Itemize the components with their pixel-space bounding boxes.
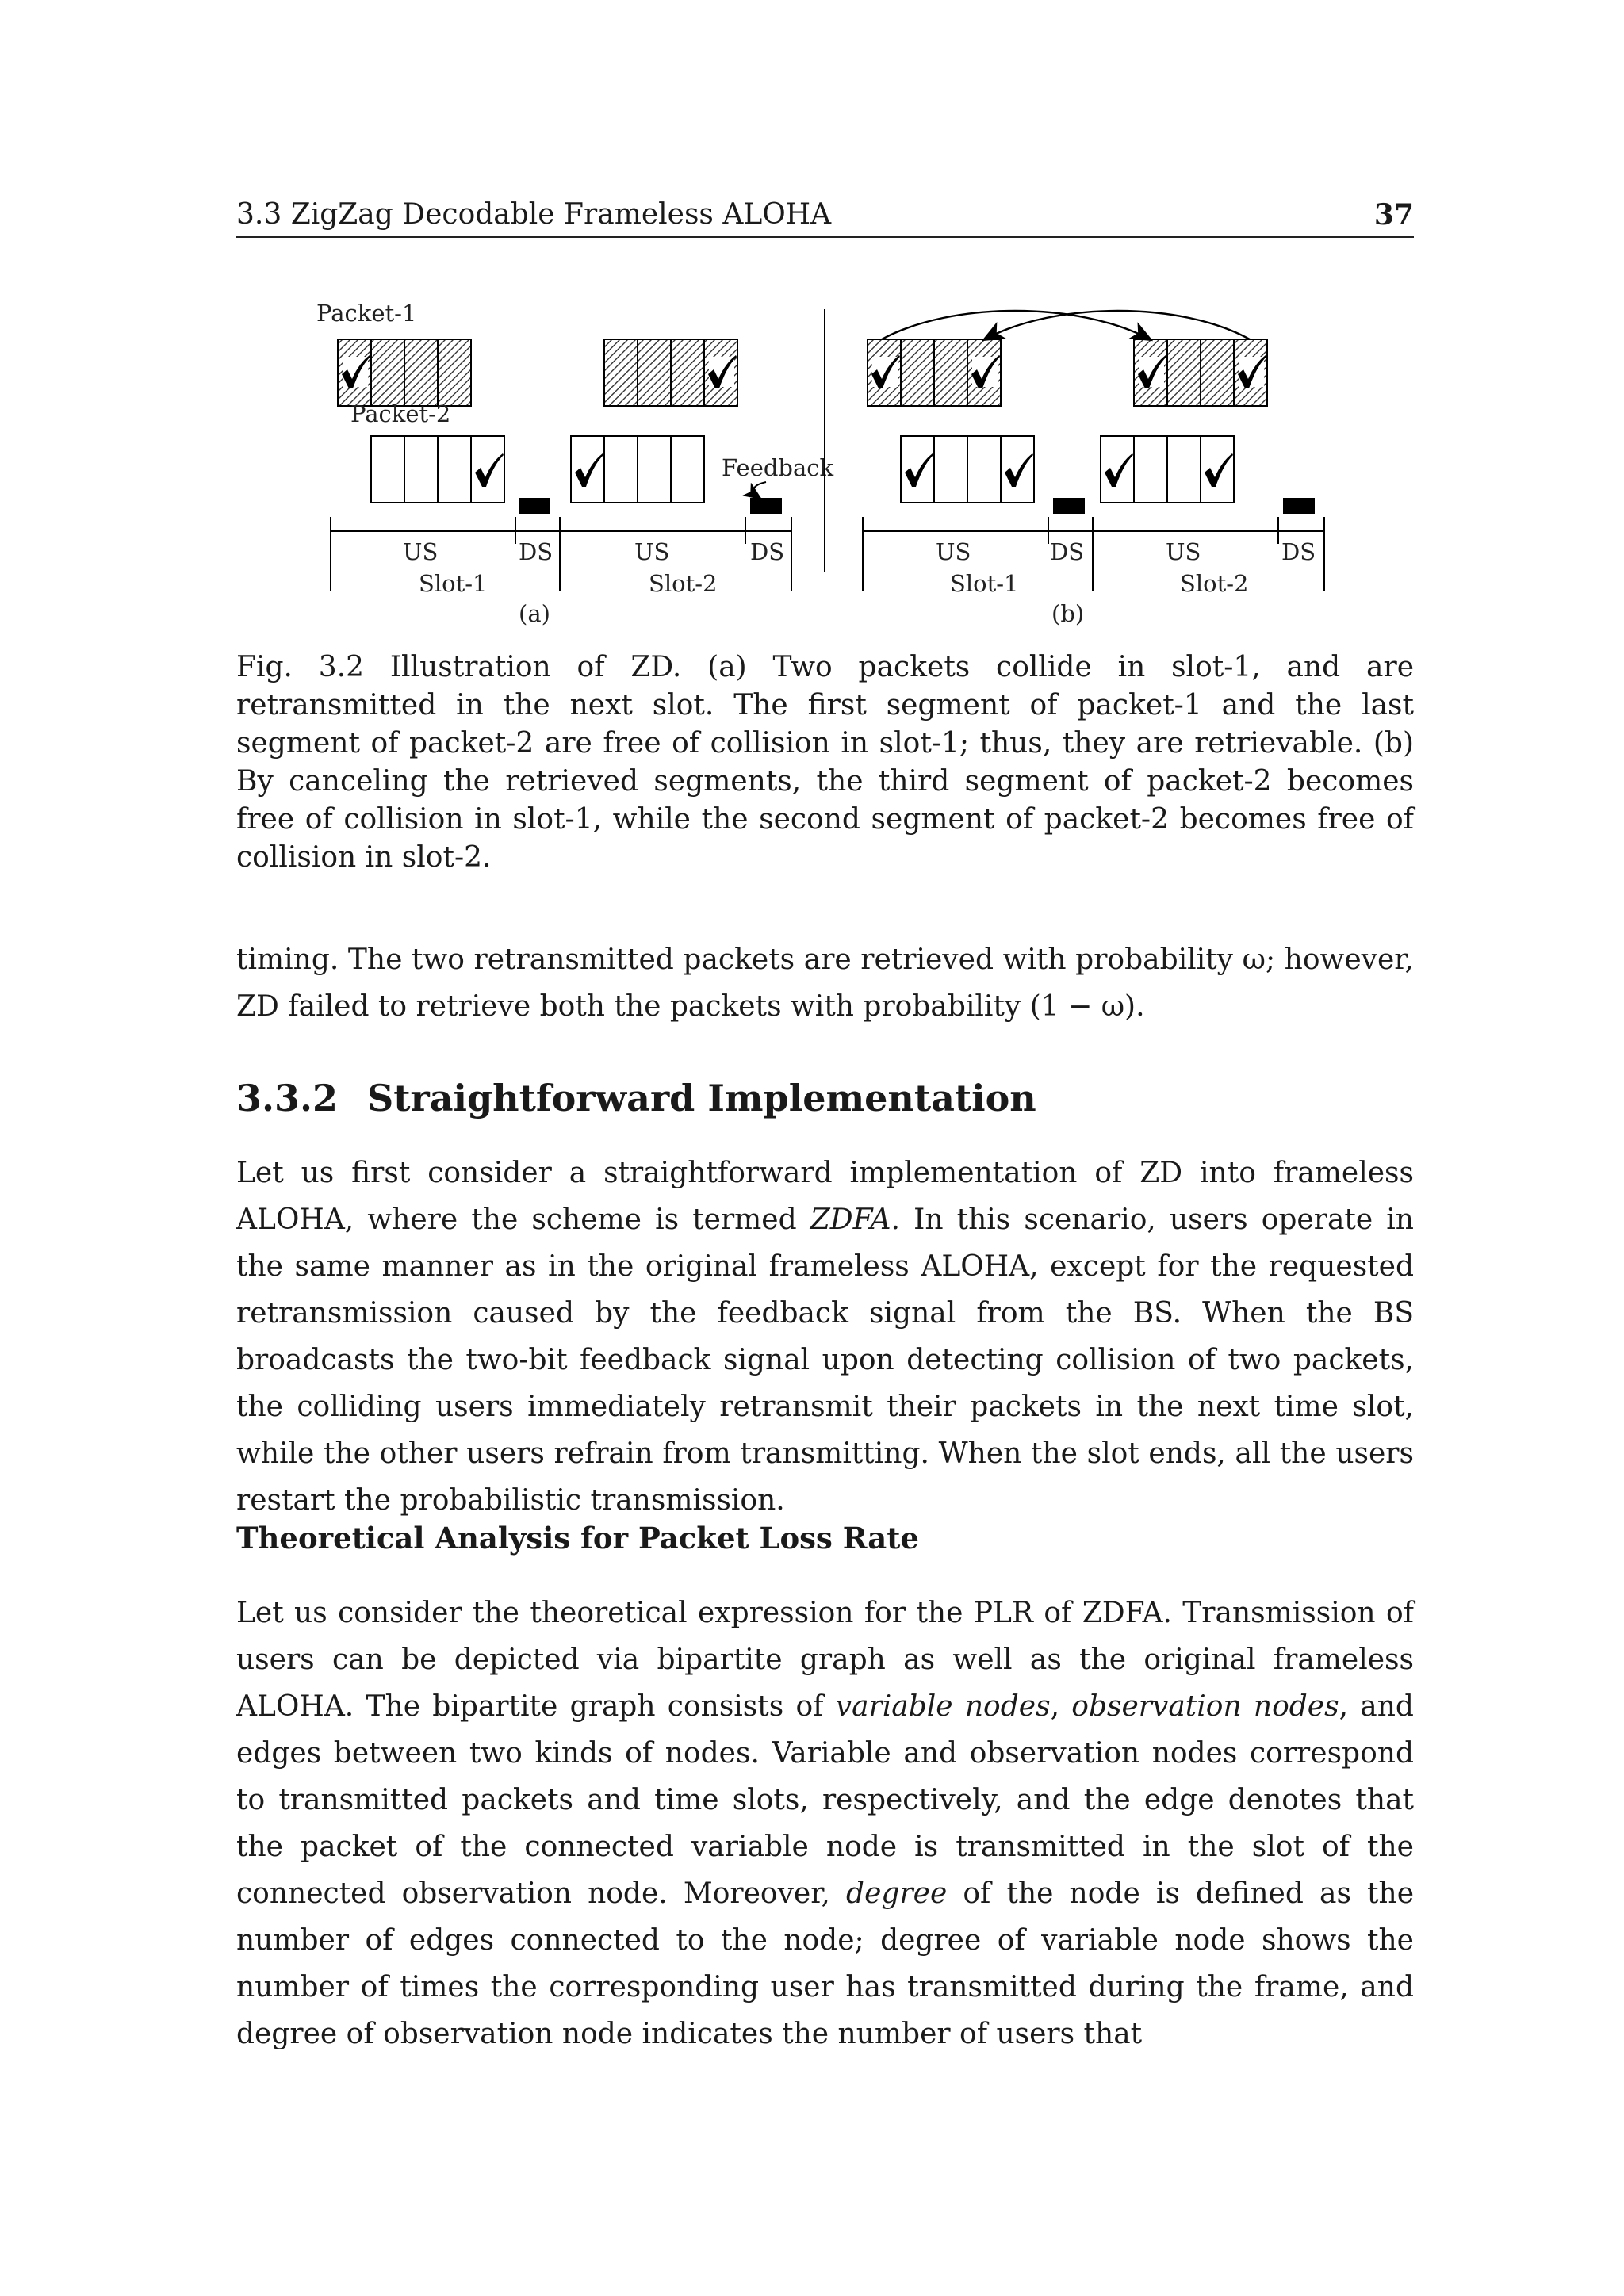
slot-1-label: Slot-1: [950, 570, 1019, 597]
ds-label: DS: [750, 538, 785, 565]
time-axis-b: [863, 517, 1324, 591]
packet-1-slot-1: [338, 339, 471, 406]
slot-2-label: Slot-2: [1180, 570, 1249, 597]
running-header: [236, 198, 1414, 238]
intro-paragraph: timing. The two retransmitted packets are retrieved with probability ω; however, ZD failed to retrieve both the packets with probability (1 − ω).: [236, 943, 1414, 1023]
text-run: Let us first consider a straightforward implementation of ZD into frameless ALOHA, where the scheme is termed: [236, 1157, 1414, 1236]
packet-2-slot-1-b: [901, 436, 1034, 503]
text-run: of the node is defined as the number of edges connected to the node; degree of variable node shows the number of times the corresponding user has transmitted during the frame, and degree of observation node indicates the number of users that: [236, 1877, 1415, 2050]
panel-b-label: (b): [1051, 600, 1085, 627]
paragraph-zdfa: [236, 1150, 1414, 1524]
us-label: US: [1166, 538, 1201, 565]
term-zdfa: ZDFA: [810, 1203, 891, 1236]
ds-label: DS: [1281, 538, 1316, 565]
packet-2-slot-2: [571, 436, 704, 503]
figure-caption: Fig. 3.2 Illustration of ZD. (a) Two packets collide in slot-1, and are retransmitted in the next slot. The first segment of packet-1 and the last segment of packet-2 are free of collision in slot-1; thus, they are retrievable. (b) By canceling the retrieved segments, the third segment of packet-2 becomes free of collision in slot-1, while the second segment of packet-2 becomes free of collision in slot-2.: [236, 651, 1414, 874]
text-run: , and edges between two kinds of nodes. Variable and observation nodes correspond to transmitted packets and time slots, respectively, and the edge denotes that the packet of the connected variable node is transmitted in the slot of the connected observation node. Moreover,: [236, 1690, 1414, 1910]
time-axis-a: [331, 517, 791, 591]
feedback-label: Feedback: [722, 454, 834, 481]
text-run: ,: [1050, 1690, 1072, 1723]
panel-b: [863, 311, 1324, 627]
panel-a: [316, 300, 834, 627]
term-observation-nodes: observation nodes: [1071, 1690, 1339, 1723]
feedback-arrow: [753, 482, 766, 498]
ds-label: DS: [1050, 538, 1085, 565]
feedback-signal: [519, 498, 550, 514]
paragraph-plr: [236, 1590, 1414, 2057]
feedback-signal: [1283, 498, 1315, 514]
running-title: 3.3 ZigZag Decodable Frameless ALOHA: [236, 198, 832, 231]
panel-a-label: (a): [519, 600, 550, 627]
term-variable-nodes: variable nodes: [835, 1690, 1051, 1723]
packet-1-label: Packet-1: [316, 300, 417, 327]
packet-1-slot-2: [604, 339, 737, 406]
slot-1-label: Slot-1: [419, 570, 488, 597]
packet-1-slot-1-b: [868, 339, 1001, 406]
section-title: Straightforward Implementation: [367, 1077, 1036, 1119]
us-label: US: [403, 538, 439, 565]
text-run: Let us consider the theoretical expression for the PLR of ZDFA. Transmission of users can be depicted via bipartite graph as well as the original frameless ALOHA. The bipartite graph consists of: [236, 1597, 1414, 1723]
section-number: 3.3.2: [236, 1077, 339, 1119]
us-label: US: [936, 538, 971, 565]
section-heading: [236, 1077, 1036, 1119]
page-number: 37: [1373, 198, 1414, 232]
feedback-signal: [1053, 498, 1085, 514]
text-run: . In this scenario, users operate in the same manner as in the original frameless ALOHA, except for the requested retransmission caused by the feedback signal from the BS. When the BS broadcasts the two-bit feedback signal upon detecting collision of two packets, the colliding users immediately retransmit their packets in the next time slot, while the other users refrain from transmitting. When the slot ends, all the users restart the probabilistic transmission.: [236, 1203, 1414, 1517]
ds-label: DS: [519, 538, 553, 565]
packet-2-slot-1: [371, 436, 504, 503]
us-label: US: [634, 538, 670, 565]
packet-1-slot-2-b: [1134, 339, 1267, 406]
slot-2-label: Slot-2: [649, 570, 718, 597]
term-degree: degree: [846, 1877, 948, 1910]
packet-2-slot-2-b: [1101, 436, 1234, 503]
feedback-signal: [750, 498, 782, 514]
zd-illustration-figure: [301, 293, 1356, 634]
subsection-heading: Theoretical Analysis for Packet Loss Rate: [236, 1521, 919, 1556]
packet-2-label: Packet-2: [350, 400, 451, 427]
